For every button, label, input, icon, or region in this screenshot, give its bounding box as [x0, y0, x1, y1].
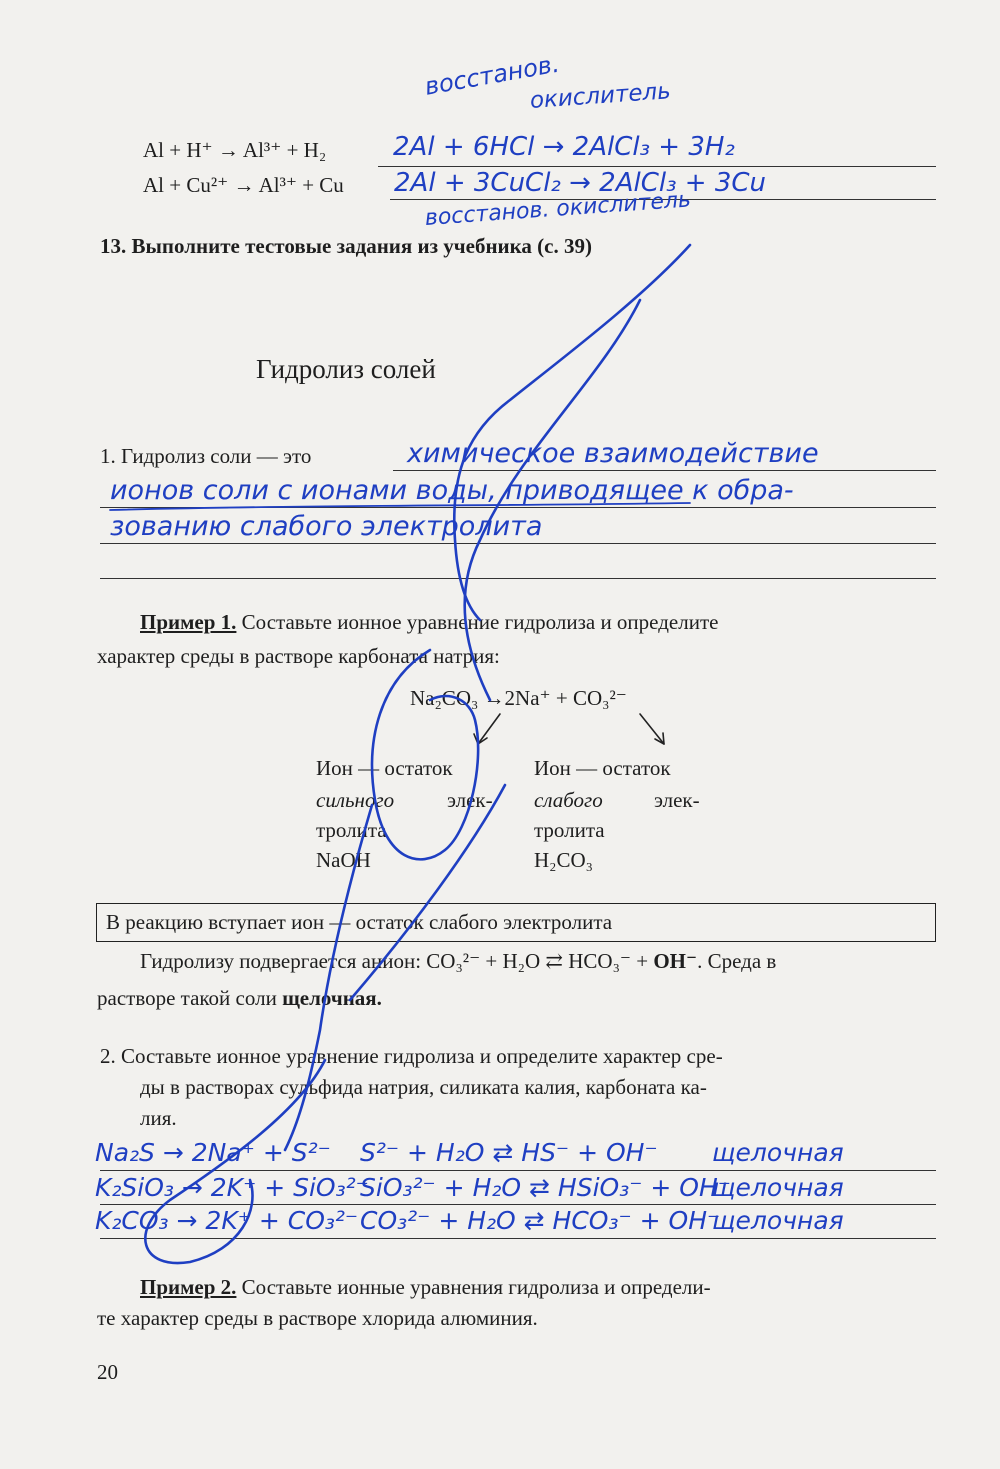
example-2-text-2: те характер среды в растворе хлорида алюминия.	[97, 1306, 538, 1330]
hydrolysis-prefix: Гидролизу подвергается анион:	[140, 949, 427, 973]
ink-loop-1	[372, 650, 478, 859]
hydrolysis-oh: OH⁻	[653, 949, 698, 973]
annotation-bottom: восстанов. окислитель	[424, 187, 692, 231]
right-col-elek: элек-	[654, 788, 700, 812]
left-col-line-1: Ион — остаток	[316, 756, 453, 780]
q2-ans-3-medium: щелочная	[712, 1206, 844, 1235]
section-title: Гидролиз солей	[256, 354, 436, 384]
scheme-equation: Na₂CO₃ →2Na⁺ + CO₃²⁻	[410, 686, 627, 710]
example-1-label: Пример 1.	[140, 610, 237, 634]
q2-ans-2-medium: щелочная	[712, 1173, 844, 1202]
q1-answer-line-1: химическое взаимодействие	[407, 438, 819, 469]
scheme-arrow-right	[640, 714, 664, 744]
q2-ans-1-dissociation: Na₂S → 2Na⁺ + S²⁻	[95, 1138, 331, 1167]
ink-stroke-4	[350, 785, 505, 1000]
right-col-line-1: Ион — остаток	[534, 756, 671, 780]
rule-text: В реакцию вступает ион — остаток слабого электролита	[106, 910, 613, 934]
q2-line-3: лия.	[140, 1106, 177, 1130]
scheme-arrow-left	[478, 714, 500, 744]
example-1-text-1: Составьте ионное уравнение гидролиза и определите	[236, 610, 719, 634]
page-number: 20	[97, 1360, 118, 1384]
left-col-word-strong: сильного	[316, 788, 395, 812]
medium-prefix: растворе такой соли	[97, 986, 283, 1010]
ink-loop-2	[145, 1060, 325, 1263]
medium-word: щелочная.	[282, 986, 382, 1010]
example-1-text-2: характер среды в растворе карбоната натрия:	[97, 644, 500, 668]
hydrolysis-equation: CO₃²⁻ + H₂O ⇄ HCO₃⁻ +	[426, 949, 654, 973]
example-2-label: Пример 2.	[140, 1275, 237, 1299]
q1-answer-line-2: ионов соли с ионами воды, приводящее к обра-	[110, 475, 794, 506]
right-col-word-weak: слабого	[534, 788, 603, 812]
ink-underline	[110, 503, 690, 510]
left-col-trolita: тролита	[316, 818, 387, 842]
annotation-reducer-top: восстанов.	[422, 49, 562, 101]
equation-1-answer: 2Al + 6HCl → 2AlCl₃ + 3H₂	[393, 132, 735, 162]
equation-2-answer: 2Al + 3CuCl₂ → 2AlCl₃ + 3Cu	[394, 168, 766, 198]
q2-ans-1-hydrolysis: S²⁻ + H₂O ⇄ HS⁻ + OH⁻	[360, 1138, 658, 1167]
equation-2-lhs: Al + Cu²⁺ → Al³⁺ + Cu	[143, 173, 344, 197]
right-col-trolita: тролита	[534, 818, 605, 842]
q1-prompt: 1. Гидролиз соли — это	[100, 444, 312, 468]
q2-ans-1-medium: щелочная	[712, 1138, 844, 1167]
q1-answer-line-3: зованию слабого электролита	[110, 511, 543, 542]
q2-line-2: ды в растворах сульфида натрия, силиката калия, карбоната ка-	[140, 1075, 707, 1099]
q2-ans-3-dissociation: K₂CO₃ → 2K⁺ + CO₃²⁻	[95, 1206, 359, 1235]
example-2-text-1: Составьте ионные уравнения гидролиза и определи-	[236, 1275, 711, 1299]
q2-ans-3-hydrolysis: CO₃²⁻ + H₂O ⇄ HCO₃⁻ + OH⁻	[360, 1206, 721, 1235]
task-13: 13. Выполните тестовые задания из учебника (с. 39)	[100, 234, 592, 258]
q2-ans-2-hydrolysis: SiO₃²⁻ + H₂O ⇄ HSiO₃⁻ + OH⁻	[360, 1173, 731, 1202]
hydrolysis-suffix: . Среда в	[697, 949, 777, 973]
equation-1-lhs: Al + H⁺ → Al³⁺ + H₂	[143, 138, 327, 162]
q2-ans-2-dissociation: K₂SiO₃ → 2K⁺ + SiO₃²⁻	[95, 1173, 369, 1202]
right-col-formula: H₂CO₃	[534, 848, 593, 872]
q2-line-1: 2. Составьте ионное уравнение гидролиза и определите характер сре-	[100, 1044, 723, 1068]
left-col-formula: NaOH	[316, 848, 371, 872]
annotation-oxidizer-top: окислитель	[529, 78, 672, 114]
ink-stroke-2	[465, 300, 640, 700]
left-col-elek: элек-	[447, 788, 493, 812]
ink-stroke-1	[454, 245, 690, 620]
